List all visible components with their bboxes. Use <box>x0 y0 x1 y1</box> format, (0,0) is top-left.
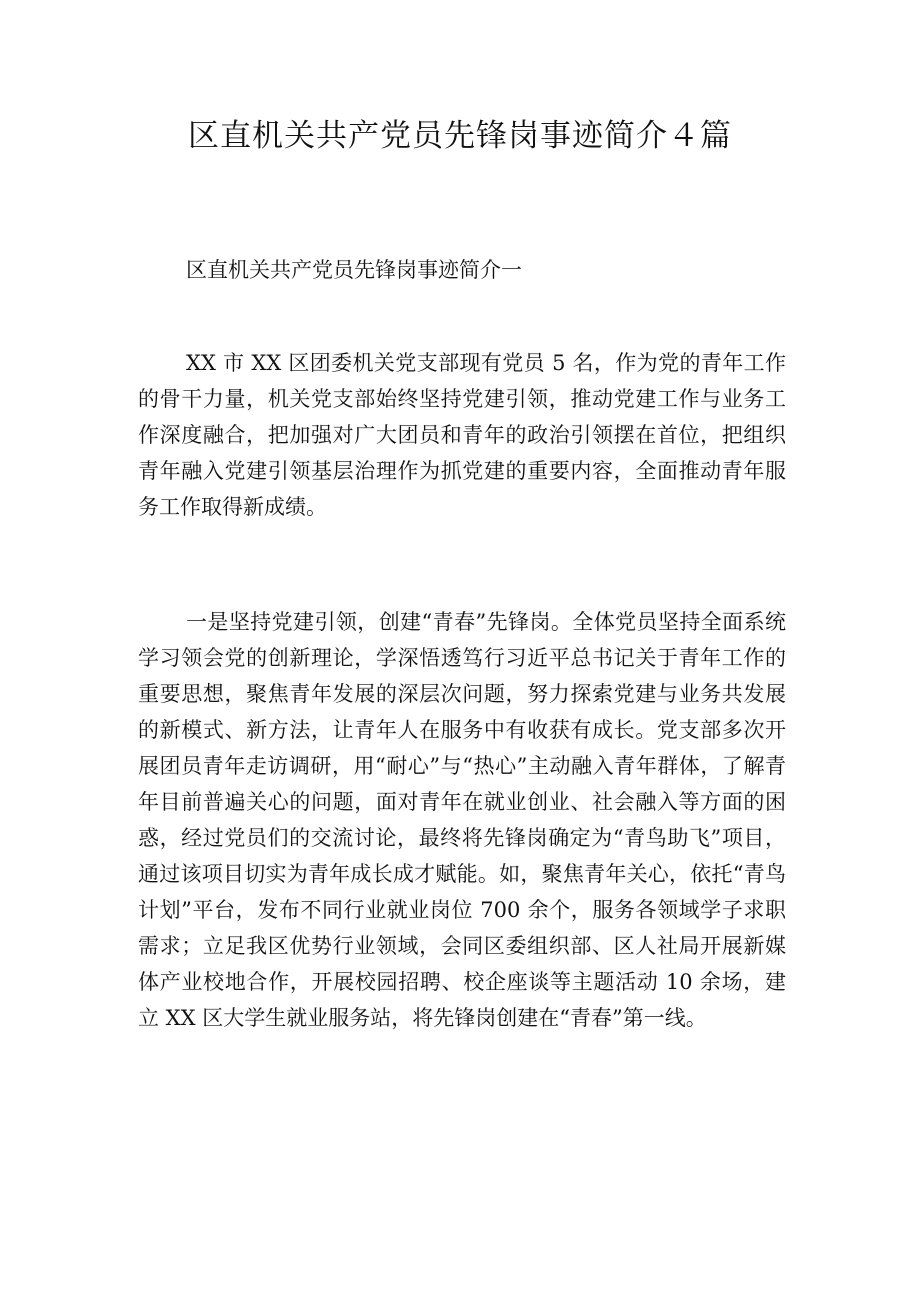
body-paragraph-1: XX 市 XX 区团委机关党支部现有党员 5 名，作为党的青年工作的骨干力量，机关党支部始终坚持党建引领，推动党建工作与业务工作深度融合，把加强对广大团员和青年的政治引领摆在首位，把组织青年融入党建引领基层治理作为抓党建的重要内容，全面推动青年服务工作取得新成绩。 <box>138 351 786 519</box>
body-paragraph-2: 一是坚持党建引领，创建“青春”先锋岗。全体党员坚持全面系统学习领会党的创新理论，学深悟透笃行习近平总书记关于青年工作的重要思想，聚焦青年发展的深层次问题，努力探索党建与业务共发展的新模式、新方法，让青年人在服务中有收获有成长。党支部多次开展团员青年走访调研，用“耐心”与“热心”主动融入青年群体，了解青年目前普遍关心的问题，面对青年在就业创业、社会融入等方面的困惑，经过党员们的交流讨论，最终将先锋岗确定为“青鸟助飞”项目，通过该项目切实为青年成长成才赋能。如，聚焦青年关心，依托“青鸟计划”平台，发布不同行业就业岗位 700 余个，服务各领域学子求职需求；立足我区优势行业领域，会同区委组织部、区人社局开展新媒体产业校地合作，开展校园招聘、校企座谈等主题活动 10 余场，建立 XX 区大学生就业服务站，将先锋岗创建在“青春”第一线。 <box>138 610 786 1030</box>
section-heading: 区直机关共产党员先锋岗事迹简介一 <box>186 258 522 282</box>
document-title: 区直机关共产党员先锋岗事迹简介４篇 <box>188 118 732 154</box>
